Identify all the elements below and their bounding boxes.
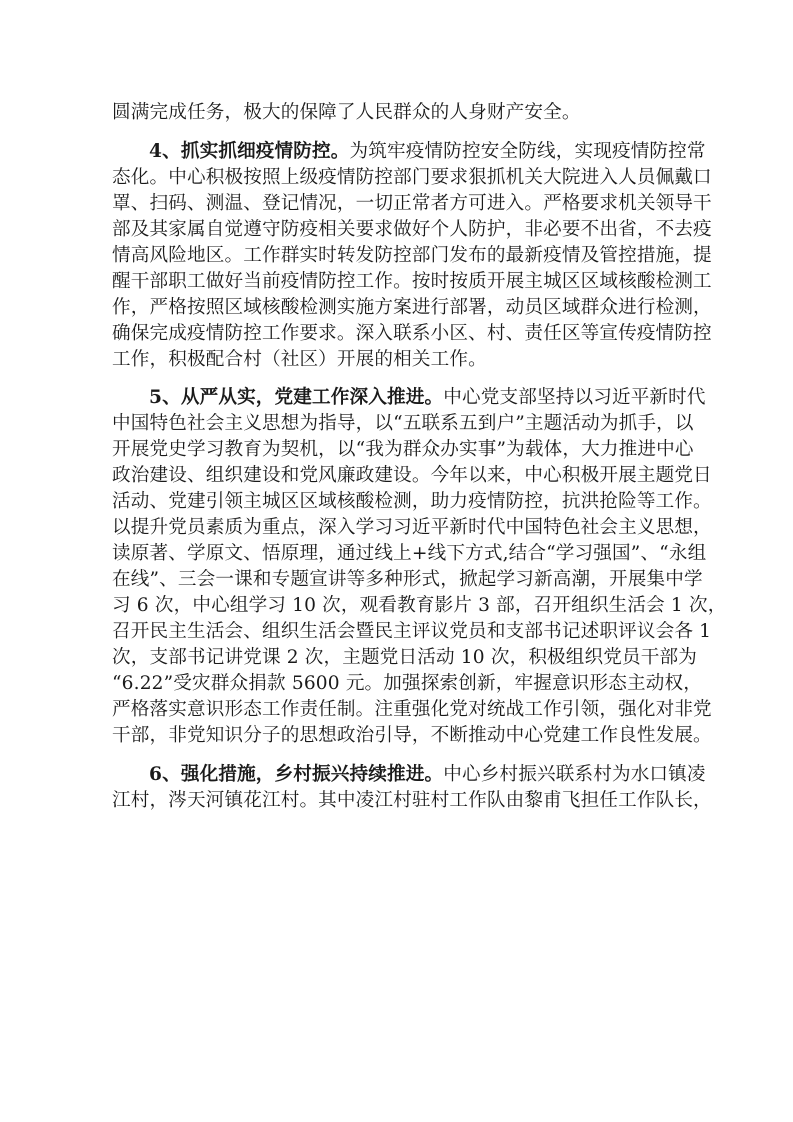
- section-first-line-text: 中心党支部坚持以习近平新时代: [443, 387, 706, 409]
- paragraph-line: 中国特色社会主义思想为指导，以“五联系五到户”主题活动为抓手，以: [112, 413, 694, 435]
- section-first-line-text: 中心乡村振兴联系村为水口镇凌: [443, 763, 706, 785]
- section-party-building: [112, 385, 727, 749]
- document-page: [112, 100, 727, 814]
- section-first-line: [112, 139, 706, 165]
- paragraph-line: 开展党史学习教育为契机，以“我为群众办实事”为载体，大力推进中心: [112, 439, 694, 461]
- paragraph-line: 罩、扫码、测温、登记情况，一切正常者方可进入。严格要求机关领导干: [112, 192, 712, 214]
- paragraph-line: 确保完成疫情防控工作要求。深入联系小区、村、责任区等宣传疫情防控: [112, 322, 712, 344]
- paragraph-line: 读原著、学原文、悟原理，通过线上+线下方式,结合“学习强国”、“永组: [112, 543, 707, 565]
- paragraph-line: “6.22”受灾群众捐款 5600 元。加强探索创新，牢握意识形态主动权，: [112, 673, 702, 695]
- paragraph-line: 部及其家属自觉遵守防疫相关要求做好个人防护，非必要不出省，不去疫: [112, 218, 712, 240]
- section-heading: 5、从严从实，党建工作深入推进。: [149, 387, 444, 409]
- section-first-line: [112, 762, 706, 788]
- paragraph-line: 次，支部书记讲党课 2 次，主题党日活动 10 次，积极组织党员干部为: [112, 647, 698, 669]
- paragraph-line: 严格落实意识形态工作责任制。注重强化党对统战工作引领，强化对非党: [112, 699, 712, 721]
- section-heading: 4、抓实抓细疫情防控。: [149, 140, 350, 162]
- paragraph-line: 工作，积极配合村（社区）开展的相关工作。: [112, 348, 487, 370]
- section-epidemic-control: [112, 139, 712, 373]
- paragraph-line: 活动、党建引领主城区区域核酸检测，助力疫情防控，抗洪抢险等工作。: [112, 491, 712, 513]
- paragraph-line: 态化。中心积极按照上级疫情防控部门要求狠抓机关大院进入人员佩戴口: [112, 166, 712, 188]
- paragraph-line: 习 6 次，中心组学习 10 次，观看教育影片 3 部，召开组织生活会 1 次，: [112, 595, 727, 617]
- paragraph-line: 干部，非党知识分子的思想政治引导，不断推动中心党建工作良性发展。: [112, 725, 712, 747]
- intro-line: 圆满完成任务，极大的保障了人民群众的人身财产安全。: [112, 102, 581, 123]
- paragraph-line: 江村，涔天河镇花江村。其中凌江村驻村工作队由黎甫飞担任工作队长，: [112, 789, 712, 811]
- paragraph-line: 在线”、三会一课和专题宣讲等多种形式，掀起学习新高潮，开展集中学: [112, 569, 703, 591]
- paragraph-line: 作，严格按照区域核酸检测实施方案进行部署，动员区域群众进行检测，: [112, 296, 712, 318]
- paragraph-line: 政治建设、组织建设和党风廉政建设。今年以来，中心积极开展主题党日: [112, 465, 712, 487]
- paragraph-line: 醒干部职工做好当前疫情防控工作。按时按质开展主城区区域核酸检测工: [112, 270, 712, 292]
- paragraph-line: 以提升党员素质为重点，深入学习习近平新时代中国特色社会主义思想，: [112, 517, 712, 539]
- section-heading: 6、强化措施，乡村振兴持续推进。: [149, 763, 444, 785]
- paragraph-line: 召开民主生活会、组织生活会暨民主评议党员和支部书记述职评议会各 1: [112, 621, 712, 643]
- section-first-line-text: 为筑牢疫情防控安全防线，实现疫情防控常: [349, 140, 706, 162]
- paragraph-line: 情高风险地区。工作群实时转发防控部门发布的最新疫情及管控措施，提: [112, 244, 712, 266]
- section-first-line: [112, 385, 706, 411]
- section-rural-revitalization: [112, 762, 712, 814]
